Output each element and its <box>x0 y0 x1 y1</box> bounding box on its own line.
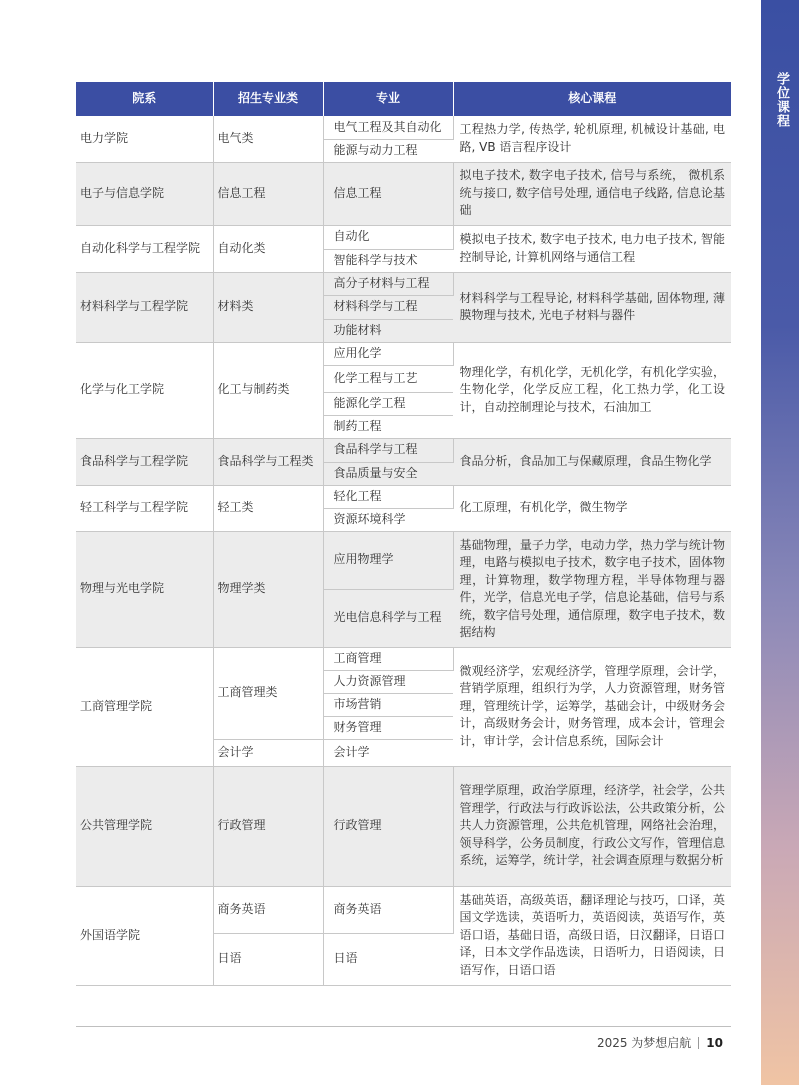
major-cell: 应用化学 <box>323 342 453 365</box>
category-cell: 工商管理类 <box>213 647 323 739</box>
courses-cell: 工程热力学, 传热学, 轮机原理, 机械设计基础, 电路, VB 语言程序设计 <box>453 116 731 162</box>
major-cell: 食品质量与安全 <box>323 462 453 485</box>
major-cell: 食品科学与工程 <box>323 438 453 462</box>
page-number: 10 <box>706 1035 723 1050</box>
section-label: 学位课程 <box>774 72 789 128</box>
courses-cell: 微观经济学，宏观经济学，管理学原理，会计学，营销学原理，组织行为学，人力资源管理，财务管理，管理统计学，运筹学，基础会计，中级财务会计，高级财务会计，财务管理，成本会计，管理会计，审计学，会计信息系统，国际会计 <box>453 647 731 766</box>
table-row <box>76 485 731 508</box>
header-major: 专业 <box>323 82 453 116</box>
major-cell: 市场营销 <box>323 693 453 716</box>
header-college: 院系 <box>76 82 213 116</box>
courses-cell: 拟电子技术, 数字电子技术, 信号与系统， 微机系统与接口, 数字信号处理, 通信电子线路, 信息论基础 <box>453 162 731 225</box>
category-cell: 电气类 <box>213 116 323 162</box>
major-cell: 化学工程与工艺 <box>323 365 453 392</box>
college-cell: 食品科学与工程学院 <box>76 438 213 485</box>
table-row <box>76 162 731 225</box>
college-cell: 工商管理学院 <box>76 647 213 766</box>
header-category: 招生专业类 <box>213 82 323 116</box>
college-cell: 外国语学院 <box>76 886 213 985</box>
major-cell: 高分子材料与工程 <box>323 272 453 295</box>
major-cell: 行政管理 <box>323 766 453 886</box>
footer-separator <box>698 1037 699 1049</box>
footer-title: 2025 为梦想启航 <box>596 1036 692 1050</box>
table-row <box>76 647 731 670</box>
category-cell: 日语 <box>213 933 323 985</box>
college-cell: 电力学院 <box>76 116 213 162</box>
courses-cell: 化工原理，有机化学，微生物学 <box>453 485 731 531</box>
header-courses: 核心课程 <box>453 82 731 116</box>
category-cell: 会计学 <box>213 739 323 766</box>
major-cell: 制药工程 <box>323 415 453 438</box>
category-cell: 轻工类 <box>213 485 323 531</box>
category-cell: 物理学类 <box>213 531 323 647</box>
major-cell: 自动化 <box>323 225 453 249</box>
side-color-bar <box>761 0 799 1085</box>
major-cell: 会计学 <box>323 739 453 766</box>
table-row <box>76 225 731 249</box>
major-cell: 光电信息科学与工程 <box>323 589 453 647</box>
college-cell: 物理与光电学院 <box>76 531 213 647</box>
major-cell: 资源环境科学 <box>323 508 453 531</box>
table-header-row <box>76 82 731 116</box>
major-cell: 信息工程 <box>323 162 453 225</box>
courses-cell: 物理化学，有机化学，无机化学，有机化学实验，生物化学，化学反应工程，化工热力学，化工设计，自动控制理论与技术，石油加工 <box>453 342 731 438</box>
curriculum-table <box>76 82 731 986</box>
category-cell: 商务英语 <box>213 886 323 933</box>
category-cell: 材料类 <box>213 272 323 342</box>
courses-cell: 基础英语，高级英语，翻译理论与技巧，口译，英国文学选读，英语听力，英语阅读，英语写作，英语口语，基础日语，高级日语，日汉翻译，日语口译，日本文学作品选读，日语听力，日语阅读，日语写作，日语口语 <box>453 886 731 985</box>
table-row <box>76 116 731 139</box>
category-cell: 自动化类 <box>213 225 323 272</box>
major-cell: 电气工程及其自动化 <box>323 116 453 139</box>
category-cell: 化工与制药类 <box>213 342 323 438</box>
category-cell: 信息工程 <box>213 162 323 225</box>
major-cell: 人力资源管理 <box>323 670 453 693</box>
page-footer <box>597 1034 723 1051</box>
college-cell: 公共管理学院 <box>76 766 213 886</box>
table-row <box>76 531 731 589</box>
major-cell: 商务英语 <box>323 886 453 933</box>
courses-cell: 材料科学与工程导论, 材料科学基础, 固体物理, 薄膜物理与技术, 光电子材料与器件 <box>453 272 731 342</box>
courses-cell: 食品分析，食品加工与保藏原理，食品生物化学 <box>453 438 731 485</box>
college-cell: 材料科学与工程学院 <box>76 272 213 342</box>
major-cell: 轻化工程 <box>323 485 453 508</box>
major-cell: 应用物理学 <box>323 531 453 589</box>
courses-cell: 管理学原理，政治学原理，经济学，社会学，公共管理学，行政法与行政诉讼法，公共政策分析，公共人力资源管理，公共危机管理，网络社会治理，领导科学，公务员制度，行政公文写作，管理信息系统，运筹学，统计学，社会调查原理与数据分析 <box>453 766 731 886</box>
major-cell: 能源与动力工程 <box>323 139 453 162</box>
category-cell: 食品科学与工程类 <box>213 438 323 485</box>
table-row <box>76 342 731 365</box>
category-cell: 行政管理 <box>213 766 323 886</box>
major-cell: 日语 <box>323 933 453 985</box>
footer-divider <box>76 1026 731 1027</box>
college-cell: 电子与信息学院 <box>76 162 213 225</box>
table-row <box>76 886 731 933</box>
table-row <box>76 272 731 295</box>
major-cell: 材料科学与工程 <box>323 295 453 319</box>
college-cell: 自动化科学与工程学院 <box>76 225 213 272</box>
major-cell: 功能材料 <box>323 319 453 342</box>
college-cell: 化学与化工学院 <box>76 342 213 438</box>
major-cell: 能源化学工程 <box>323 392 453 415</box>
courses-cell: 基础物理，量子力学，电动力学，热力学与统计物理，电路与模拟电子技术，数字电子技术，固体物理，计算物理，数学物理方程，半导体物理与器件，光学，信息光电子学，信息论基础，信号与系统，数字信号处理，通信原理，数字电子技术，数据结构 <box>453 531 731 647</box>
table-row <box>76 438 731 462</box>
college-cell: 轻工科学与工程学院 <box>76 485 213 531</box>
major-cell: 工商管理 <box>323 647 453 670</box>
courses-cell: 模拟电子技术, 数字电子技术, 电力电子技术, 智能控制导论, 计算机网络与通信工程 <box>453 225 731 272</box>
major-cell: 智能科学与技术 <box>323 249 453 272</box>
major-cell: 财务管理 <box>323 716 453 739</box>
table-row <box>76 766 731 886</box>
